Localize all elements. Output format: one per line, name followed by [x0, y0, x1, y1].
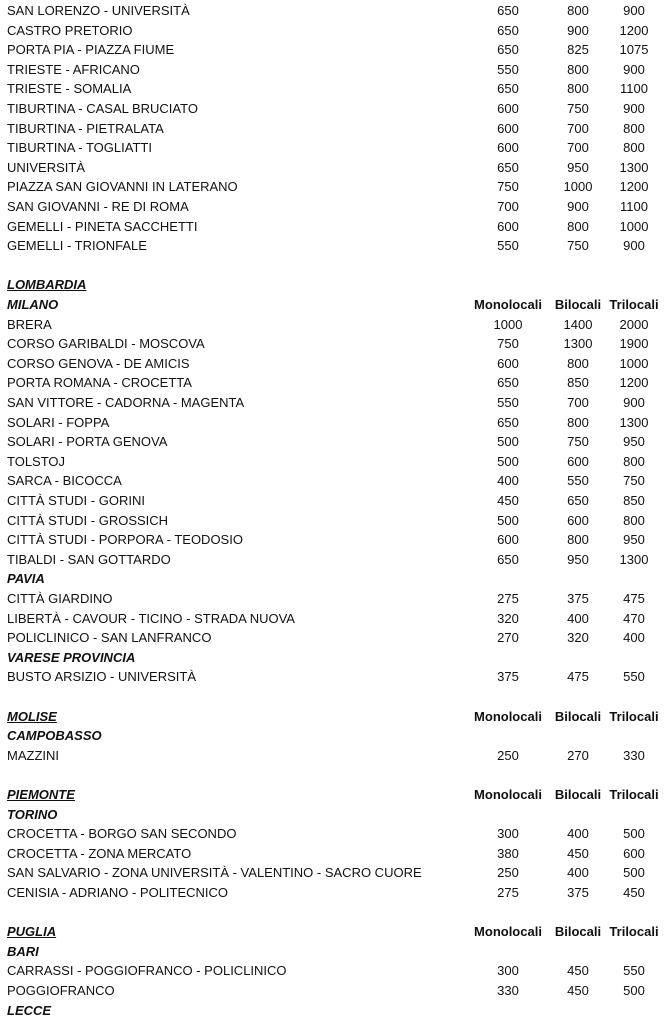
- price-monolocali: 300: [497, 963, 519, 979]
- price-monolocali: 700: [497, 199, 519, 214]
- price-bilocali: 950: [567, 551, 589, 567]
- price-bilocali: 1300: [563, 336, 593, 352]
- price-monolocali: 650: [497, 375, 519, 391]
- price-trilocali: 1300: [619, 551, 649, 567]
- region-heading-row: [0, 785, 667, 805]
- price-trilocali: 950: [623, 434, 645, 450]
- price-monolocali: 650: [497, 3, 519, 18]
- price-monolocali: 500: [497, 453, 519, 469]
- listing-row: [0, 354, 667, 374]
- column-header-bilocali: Bilocali: [554, 708, 602, 724]
- zone-name: SAN LORENZO - UNIVERSITÀ: [7, 3, 190, 18]
- price-trilocali: 800: [623, 453, 645, 469]
- price-monolocali: 1000: [493, 316, 523, 332]
- price-trilocali: 1200: [619, 22, 649, 38]
- listing-row: [0, 432, 667, 452]
- price-trilocali: 1200: [619, 375, 649, 391]
- zone-name: CROCETTA - BORGO SAN SECONDO: [7, 826, 237, 842]
- zone-name: SAN GIOVANNI - RE DI ROMA: [7, 199, 189, 214]
- listing-row: [0, 315, 667, 335]
- zone-name: CITTÀ STUDI - GORINI: [7, 493, 145, 508]
- column-header-monolocali: Monolocali: [474, 297, 542, 312]
- price-trilocali: 500: [623, 983, 645, 998]
- city-heading-row: [0, 805, 667, 825]
- price-trilocali: 800: [623, 512, 645, 528]
- price-monolocali: 650: [497, 22, 519, 38]
- price-bilocali: 375: [567, 885, 589, 900]
- listing-row: [0, 844, 667, 864]
- price-trilocali: 330: [623, 747, 645, 763]
- price-trilocali: 900: [623, 101, 645, 116]
- zone-name: CARRASSI - POGGIOFRANCO - POLICLINICO: [7, 963, 287, 979]
- zone-name: POGGIOFRANCO: [7, 983, 115, 998]
- price-bilocali: 450: [567, 963, 589, 979]
- price-bilocali: 450: [567, 983, 589, 998]
- price-monolocali: 550: [497, 395, 519, 410]
- city-name: LECCE: [7, 1002, 52, 1018]
- zone-name: CORSO GARIBALDI - MOSCOVA: [7, 336, 205, 352]
- zone-name: SARCA - BICOCCA: [7, 473, 122, 489]
- column-header-monolocali: Monolocali: [474, 708, 542, 724]
- zone-name: PORTA ROMANA - CROCETTA: [7, 375, 192, 391]
- price-trilocali: 475: [623, 591, 645, 606]
- zone-name: MAZZINI: [7, 747, 59, 763]
- price-monolocali: 380: [497, 845, 519, 861]
- listing-row: [0, 981, 667, 1001]
- region-name: PIEMONTE: [7, 787, 75, 802]
- listing-row: [0, 530, 667, 550]
- price-bilocali: 800: [567, 532, 589, 548]
- price-trilocali: 900: [623, 238, 645, 254]
- price-monolocali: 250: [497, 747, 519, 763]
- price-monolocali: 600: [497, 355, 519, 371]
- price-monolocali: 400: [497, 473, 519, 489]
- city-heading-row: [0, 942, 667, 962]
- listing-row: [0, 863, 667, 883]
- price-monolocali: 750: [497, 179, 519, 195]
- listing-row: [0, 158, 667, 178]
- column-header-monolocali: Monolocali: [474, 924, 542, 940]
- price-trilocali: 600: [623, 845, 645, 861]
- price-monolocali: 650: [497, 159, 519, 175]
- price-monolocali: 500: [497, 434, 519, 450]
- listing-row: [0, 961, 667, 981]
- city-heading-row: [0, 726, 667, 746]
- column-header-trilocali: Trilocali: [609, 708, 659, 724]
- region-heading-row: [0, 922, 667, 942]
- price-monolocali: 600: [497, 120, 519, 136]
- price-bilocali: 400: [567, 826, 589, 842]
- price-monolocali: 250: [497, 865, 519, 881]
- zone-name: SAN VITTORE - CADORNA - MAGENTA: [7, 395, 245, 410]
- price-bilocali: 600: [567, 453, 589, 469]
- listing-row: [0, 1, 667, 21]
- price-bilocali: 825: [567, 42, 589, 58]
- price-bilocali: 600: [567, 512, 589, 528]
- price-trilocali: 1200: [619, 179, 649, 195]
- price-bilocali: 850: [567, 375, 589, 391]
- zone-name: GEMELLI - TRIONFALE: [7, 238, 147, 254]
- price-trilocali: 550: [623, 669, 645, 685]
- region-name: LOMBARDIA: [7, 277, 87, 293]
- price-monolocali: 300: [497, 826, 519, 842]
- price-trilocali: 450: [623, 885, 645, 900]
- listing-row: [0, 217, 667, 237]
- price-bilocali: 800: [567, 3, 589, 18]
- zone-name: CORSO GENOVA - DE AMICIS: [7, 355, 190, 371]
- city-heading-row: [0, 648, 667, 668]
- price-monolocali: 275: [497, 591, 519, 606]
- price-trilocali: 900: [623, 3, 645, 18]
- price-monolocali: 600: [497, 218, 519, 234]
- city-heading-row: [0, 295, 667, 315]
- price-bilocali: 400: [567, 865, 589, 881]
- price-bilocali: 800: [567, 61, 589, 77]
- zone-name: TRIESTE - AFRICANO: [7, 61, 140, 77]
- zone-name: CITTÀ STUDI - GROSSICH: [7, 512, 169, 528]
- city-name: TORINO: [7, 806, 58, 822]
- column-header-trilocali: Trilocali: [609, 924, 659, 940]
- zone-name: TIBURTINA - CASAL BRUCIATO: [7, 101, 198, 116]
- price-bilocali: 900: [567, 22, 589, 38]
- city-heading-row: [0, 1001, 667, 1021]
- price-monolocali: 450: [497, 493, 519, 508]
- listing-row: [0, 452, 667, 472]
- zone-name: PORTA PIA - PIAZZA FIUME: [7, 42, 175, 58]
- price-monolocali: 650: [497, 551, 519, 567]
- price-bilocali: 750: [567, 101, 589, 116]
- price-bilocali: 475: [567, 669, 589, 685]
- zone-name: TIBALDI - SAN GOTTARDO: [7, 551, 171, 567]
- price-bilocali: 700: [567, 120, 589, 136]
- price-bilocali: 375: [567, 591, 589, 606]
- listing-row: [0, 550, 667, 570]
- price-bilocali: 550: [567, 473, 589, 489]
- listing-row: [0, 491, 667, 511]
- city-name: CAMPOBASSO: [7, 728, 102, 744]
- price-monolocali: 320: [497, 610, 519, 626]
- spacer-row: [0, 903, 667, 923]
- price-bilocali: 270: [567, 747, 589, 763]
- price-trilocali: 950: [623, 532, 645, 548]
- price-trilocali: 1900: [619, 336, 649, 352]
- price-trilocali: 1075: [619, 42, 649, 58]
- listing-row: [0, 373, 667, 393]
- price-bilocali: 800: [567, 355, 589, 371]
- price-trilocali: 1300: [619, 414, 649, 430]
- column-header-bilocali: Bilocali: [554, 924, 602, 940]
- price-bilocali: 320: [567, 630, 589, 646]
- listing-row: [0, 471, 667, 491]
- price-bilocali: 800: [567, 218, 589, 234]
- price-monolocali: 600: [497, 101, 519, 116]
- column-header-monolocali: Monolocali: [474, 787, 542, 802]
- price-monolocali: 330: [497, 983, 519, 998]
- zone-name: GEMELLI - PINETA SACCHETTI: [7, 218, 198, 234]
- zone-name: SOLARI - FOPPA: [7, 414, 110, 430]
- column-header-bilocali: Bilocali: [554, 297, 602, 312]
- price-monolocali: 650: [497, 81, 519, 97]
- price-trilocali: 1000: [619, 355, 649, 371]
- listing-row: [0, 628, 667, 648]
- listing-row: [0, 177, 667, 197]
- price-bilocali: 700: [567, 395, 589, 410]
- price-bilocali: 450: [567, 845, 589, 861]
- city-name: MILANO: [7, 297, 59, 312]
- zone-name: TRIESTE - SOMALIA: [7, 81, 132, 97]
- listing-row: [0, 883, 667, 903]
- listing-row: [0, 21, 667, 41]
- price-trilocali: 800: [623, 140, 645, 156]
- price-bilocali: 800: [567, 81, 589, 97]
- price-trilocali: 400: [623, 630, 645, 646]
- price-bilocali: 1000: [563, 179, 593, 195]
- region-heading-row: [0, 707, 667, 727]
- price-bilocali: 700: [567, 140, 589, 156]
- listing-row: [0, 236, 667, 256]
- listing-row: [0, 119, 667, 139]
- city-name: PAVIA: [7, 571, 45, 587]
- listing-row: [0, 609, 667, 629]
- price-trilocali: 800: [623, 120, 645, 136]
- price-bilocali: 750: [567, 238, 589, 254]
- listing-row: [0, 589, 667, 609]
- zone-name: TOLSTOJ: [7, 453, 66, 469]
- zone-name: SOLARI - PORTA GENOVA: [7, 434, 168, 450]
- price-trilocali: 750: [623, 473, 645, 489]
- price-bilocali: 400: [567, 610, 589, 626]
- listing-row: [0, 746, 667, 766]
- price-bilocali: 900: [567, 199, 589, 214]
- spacer-row: [0, 687, 667, 707]
- zone-name: BUSTO ARSIZIO - UNIVERSITÀ: [7, 669, 197, 685]
- price-bilocali: 800: [567, 414, 589, 430]
- listing-row: [0, 824, 667, 844]
- zone-name: CITTÀ GIARDINO: [7, 591, 113, 606]
- price-monolocali: 275: [497, 885, 519, 900]
- price-trilocali: 1100: [620, 199, 648, 214]
- price-monolocali: 650: [497, 42, 519, 58]
- listing-row: [0, 60, 667, 80]
- listing-row: [0, 667, 667, 687]
- price-trilocali: 900: [623, 395, 645, 410]
- listing-row: [0, 79, 667, 99]
- price-trilocali: 1300: [619, 159, 649, 175]
- region-name: PUGLIA: [7, 924, 57, 940]
- spacer-row: [0, 765, 667, 785]
- zone-name: POLICLINICO - SAN LANFRANCO: [7, 630, 212, 646]
- zone-name: TIBURTINA - TOGLIATTI: [7, 140, 152, 156]
- zone-name: CROCETTA - ZONA MERCATO: [7, 845, 192, 861]
- region-name: MOLISE: [7, 708, 57, 724]
- price-monolocali: 550: [497, 61, 519, 77]
- price-trilocali: 470: [623, 610, 645, 626]
- price-monolocali: 500: [497, 512, 519, 528]
- column-header-trilocali: Trilocali: [609, 297, 659, 312]
- zone-name: PIAZZA SAN GIOVANNI IN LATERANO: [7, 179, 238, 195]
- price-bilocali: 750: [567, 434, 589, 450]
- price-trilocali: 2000: [619, 316, 649, 332]
- price-monolocali: 600: [497, 532, 519, 548]
- zone-name: TIBURTINA - PIETRALATA: [7, 120, 164, 136]
- price-trilocali: 1100: [620, 81, 648, 97]
- price-bilocali: 950: [567, 159, 589, 175]
- listing-row: [0, 511, 667, 531]
- price-monolocali: 750: [497, 336, 519, 352]
- price-trilocali: 900: [623, 61, 645, 77]
- zone-name: SAN SALVARIO - ZONA UNIVERSITÀ - VALENTINO - SACRO CUORE: [7, 865, 422, 881]
- city-name: VARESE PROVINCIA: [7, 649, 136, 665]
- listing-row: [0, 40, 667, 60]
- column-header-trilocali: Trilocali: [609, 787, 659, 802]
- price-trilocali: 1000: [619, 218, 649, 234]
- region-heading-row: [0, 275, 667, 295]
- price-monolocali: 600: [497, 140, 519, 156]
- listing-row: [0, 99, 667, 119]
- listing-row: [0, 334, 667, 354]
- zone-name: CENISIA - ADRIANO - POLITECNICO: [7, 885, 229, 900]
- price-trilocali: 500: [623, 826, 645, 842]
- price-monolocali: 375: [497, 669, 519, 685]
- zone-name: CITTÀ STUDI - PORPORA - TEODOSIO: [7, 532, 243, 548]
- zone-name: BRERA: [7, 316, 52, 332]
- price-monolocali: 650: [497, 414, 519, 430]
- listing-row: [0, 197, 667, 217]
- price-trilocali: 500: [623, 865, 645, 881]
- city-heading-row: [0, 569, 667, 589]
- listing-row: [0, 393, 667, 413]
- price-monolocali: 270: [497, 630, 519, 646]
- price-trilocali: 850: [623, 493, 645, 508]
- listing-row: [0, 413, 667, 433]
- price-bilocali: 650: [567, 493, 589, 508]
- zone-name: LIBERTÀ - CAVOUR - TICINO - STRADA NUOVA: [7, 610, 295, 626]
- zone-name: UNIVERSITÀ: [7, 159, 86, 175]
- column-header-bilocali: Bilocali: [554, 787, 602, 802]
- price-trilocali: 550: [623, 963, 645, 979]
- listing-row: [0, 138, 667, 158]
- price-bilocali: 1400: [563, 316, 593, 332]
- zone-name: CASTRO PRETORIO: [7, 22, 133, 38]
- spacer-row: [0, 256, 667, 276]
- price-monolocali: 550: [497, 238, 519, 254]
- city-name: BARI: [7, 943, 39, 959]
